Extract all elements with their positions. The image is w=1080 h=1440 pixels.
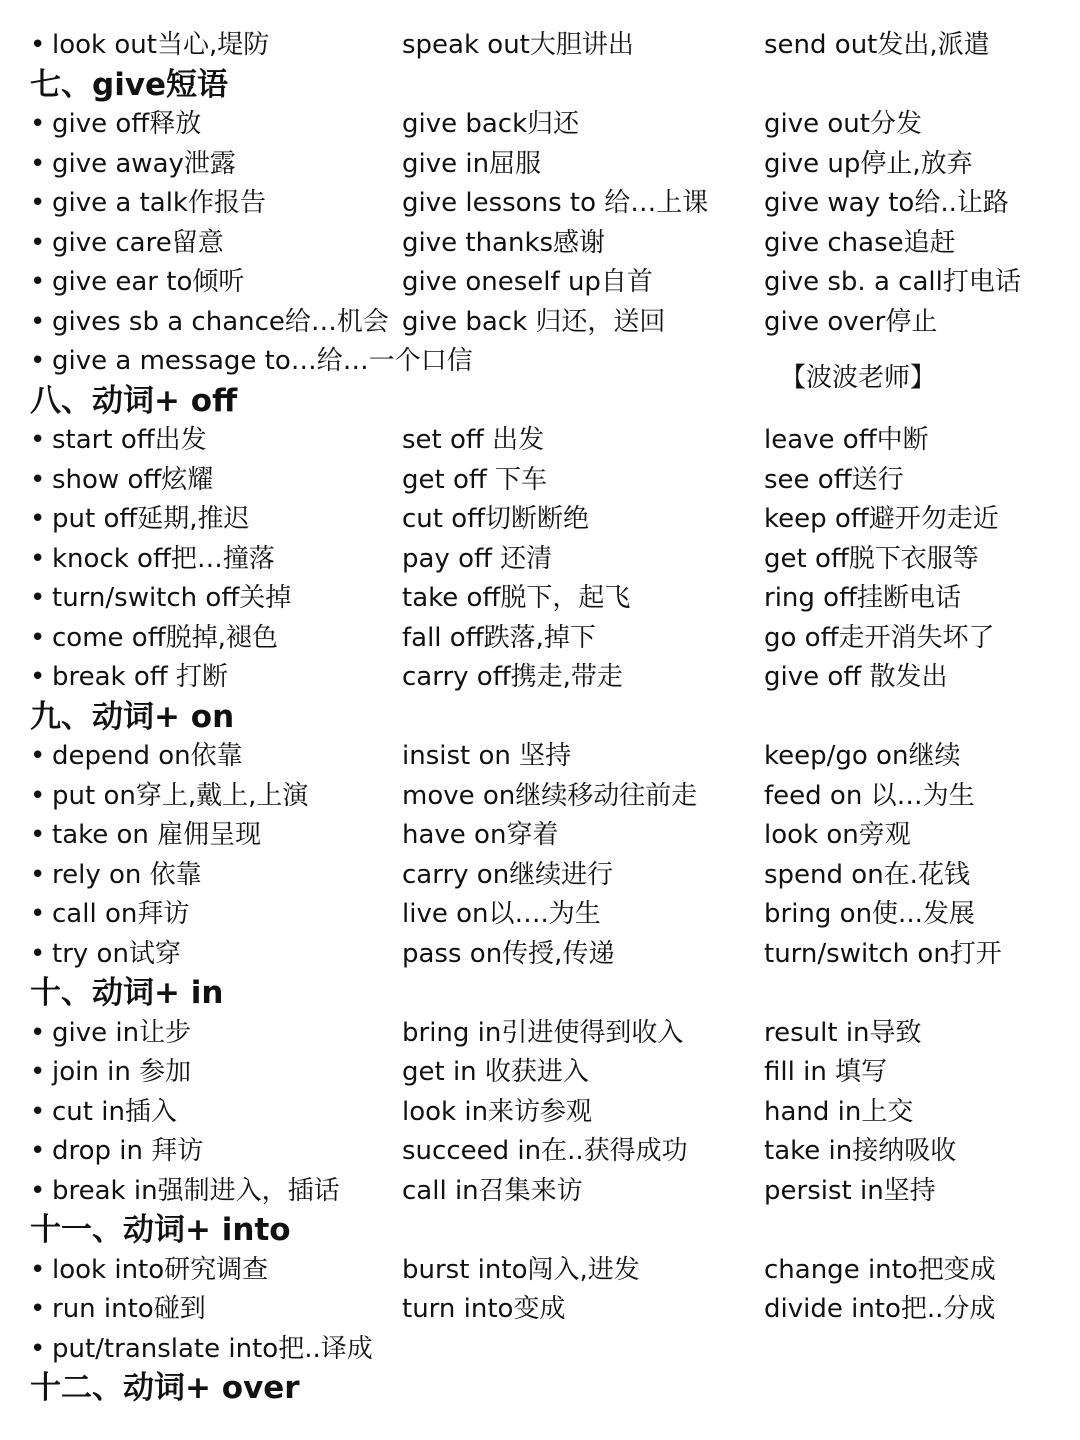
phrase-item: give back归还 <box>402 109 580 139</box>
phrase-item: spend on在.花钱 <box>764 859 970 890</box>
phrase-item: keep off避开勿走近 <box>764 504 999 534</box>
section-heading: 十二、动词+ over <box>30 1370 300 1406</box>
phrase-row <box>30 736 1070 776</box>
phrase-item: • look out当心,堤防 <box>30 25 269 65</box>
phrase-item: • depend on依靠 <box>30 736 243 776</box>
phrase-item: • run into碰到 <box>30 1289 206 1329</box>
phrase-item: get in 收获进入 <box>402 1057 589 1087</box>
phrase-row <box>30 499 1070 539</box>
phrase-item: give out分发 <box>764 109 922 139</box>
phrase-item: • put off延期,推迟 <box>30 499 250 539</box>
phrase-item: • gives sb a chance给…机会 <box>30 302 389 342</box>
phrase-item: • knock off把…撞落 <box>30 539 275 579</box>
section-heading: 七、give短语 <box>30 66 229 103</box>
phrase-item: cut off切断断绝 <box>402 504 590 534</box>
phrase-item: give over停止 <box>764 306 938 337</box>
phrase-item: fall off跌落,掉下 <box>402 622 596 653</box>
phrase-row <box>30 25 1070 65</box>
phrase-row <box>30 1092 1070 1132</box>
phrase-item: call in召集来访 <box>402 1175 583 1206</box>
phrase-item: look in来访参观 <box>402 1096 593 1127</box>
phrase-item: result in导致 <box>764 1017 922 1048</box>
phrase-row <box>30 262 1070 302</box>
phrase-item: give lessons to 给…上课 <box>402 188 709 218</box>
phrase-item: give way to给..让路 <box>764 188 1009 218</box>
phrase-item: get off脱下衣服等 <box>764 543 979 574</box>
phrase-item: • break in强制进入，插话 <box>30 1171 340 1211</box>
phrase-row <box>30 1250 1070 1290</box>
phrase-row <box>30 104 1070 144</box>
phrase-item: see off送行 <box>764 464 904 495</box>
phrase-row <box>30 1052 1070 1092</box>
phrase-item: divide into把..分成 <box>764 1294 996 1324</box>
phrase-row <box>30 1171 1070 1211</box>
phrase-item: • put/translate into把..译成 <box>30 1329 373 1369</box>
phrase-row <box>30 1329 1070 1369</box>
phrase-item: look on旁观 <box>764 820 911 850</box>
phrase-item: • break off 打断 <box>30 657 228 697</box>
phrase-item: • give off释放 <box>30 104 201 144</box>
phrase-item: insist on 坚持 <box>402 741 572 771</box>
phrase-item: • show off炫耀 <box>30 460 213 500</box>
phrase-row <box>30 302 1070 342</box>
phrase-item: bring on使...发展 <box>764 899 975 929</box>
phrase-item: • rely on 依靠 <box>30 855 202 895</box>
phrase-item: keep/go on继续 <box>764 741 961 771</box>
phrase-item: give oneself up自首 <box>402 267 653 297</box>
phrase-row <box>30 539 1070 579</box>
phrase-item: • turn/switch off关掉 <box>30 578 291 618</box>
phrase-item: feed on 以…为生 <box>764 780 975 811</box>
phrase-row <box>30 223 1070 263</box>
phrase-item: • cut in插入 <box>30 1092 177 1132</box>
phrase-item: burst into闯入,进发 <box>402 1254 640 1285</box>
phrase-item: carry off携走,带走 <box>402 662 623 692</box>
phrase-item: succeed in在..获得成功 <box>402 1136 688 1166</box>
phrase-item: send out发出,派遣 <box>764 30 990 60</box>
phrase-item: carry on继续进行 <box>402 859 614 890</box>
phrase-row <box>30 855 1070 895</box>
phrase-item: take in接纳吸收 <box>764 1136 957 1166</box>
phrase-item: • join in 参加 <box>30 1052 191 1092</box>
phrase-item: change into把变成 <box>764 1254 996 1285</box>
phrase-row <box>30 815 1070 855</box>
phrase-item: pay off 还清 <box>402 543 553 574</box>
phrase-item: • come off脱掉,褪色 <box>30 618 278 658</box>
phrase-row <box>30 934 1070 974</box>
phrase-row <box>30 144 1070 184</box>
phrase-item: give sb. a call打电话 <box>764 267 1021 297</box>
phrase-row <box>30 578 1070 618</box>
author-note: 【波波老师】 <box>780 363 937 393</box>
phrase-row <box>30 420 1070 460</box>
phrase-item: take off脱下，起飞 <box>402 583 631 613</box>
phrase-item: • start off出发 <box>30 420 207 460</box>
phrase-item: have on穿着 <box>402 820 559 850</box>
phrase-item: • try on试穿 <box>30 934 181 974</box>
phrase-item: turn/switch on打开 <box>764 938 1002 969</box>
phrase-item: fill in 填写 <box>764 1057 888 1087</box>
phrase-row <box>30 1131 1070 1171</box>
section-heading: 十一、动词+ into <box>30 1212 291 1248</box>
phrase-item: move on继续移动往前走 <box>402 780 698 811</box>
section-heading: 十、动词+ in <box>30 975 224 1011</box>
phrase-item: • give in让步 <box>30 1013 191 1053</box>
phrase-item: • give ear to倾听 <box>30 262 244 302</box>
phrase-item: give chase追赶 <box>764 227 956 258</box>
phrase-row <box>30 460 1070 500</box>
phrase-item: • call on拜访 <box>30 894 189 934</box>
phrase-item: go off走开消失坏了 <box>764 622 995 653</box>
phrase-row <box>30 1289 1070 1329</box>
phrase-item: give off 散发出 <box>764 662 948 692</box>
phrase-item: set off 出发 <box>402 425 545 455</box>
phrase-item: hand in上交 <box>764 1096 914 1127</box>
section-heading: 八、动词+ off <box>30 382 238 419</box>
phrase-item: bring in引进使得到收入 <box>402 1017 684 1048</box>
phrase-item: • give a message to…给…一个口信 <box>30 341 473 381</box>
phrase-row <box>30 657 1070 697</box>
phrase-item: • take on 雇佣呈现 <box>30 815 261 855</box>
phrase-item: give in屈服 <box>402 148 542 179</box>
phrase-row <box>30 618 1070 658</box>
phrase-row <box>30 894 1070 934</box>
phrase-item: live on以….为生 <box>402 899 601 929</box>
section-heading: 九、动词+ on <box>30 698 235 735</box>
phrase-item: • put on穿上,戴上,上演 <box>30 776 308 816</box>
phrase-item: • give care留意 <box>30 223 224 263</box>
phrase-item: pass on传授,传递 <box>402 938 615 969</box>
phrase-item: speak out大胆讲出 <box>402 30 634 60</box>
phrase-item: get off 下车 <box>402 464 548 495</box>
phrase-item: leave off中断 <box>764 425 929 455</box>
phrase-item: turn into变成 <box>402 1294 566 1324</box>
phrase-row <box>30 776 1070 816</box>
phrase-item: give up停止,放弃 <box>764 148 973 179</box>
phrase-row <box>30 183 1070 223</box>
phrase-item: persist in坚持 <box>764 1175 936 1206</box>
phrase-item: • give a talk作报告 <box>30 183 266 223</box>
phrase-item: ring off挂断电话 <box>764 583 961 613</box>
phrase-item: • drop in 拜访 <box>30 1131 203 1171</box>
phrase-item: give thanks感谢 <box>402 227 606 258</box>
phrase-item: • look into研究调查 <box>30 1250 268 1290</box>
phrase-row <box>30 341 1070 381</box>
phrase-item: give back 归还，送回 <box>402 306 666 337</box>
phrase-row <box>30 1013 1070 1053</box>
phrase-item: • give away泄露 <box>30 144 236 184</box>
